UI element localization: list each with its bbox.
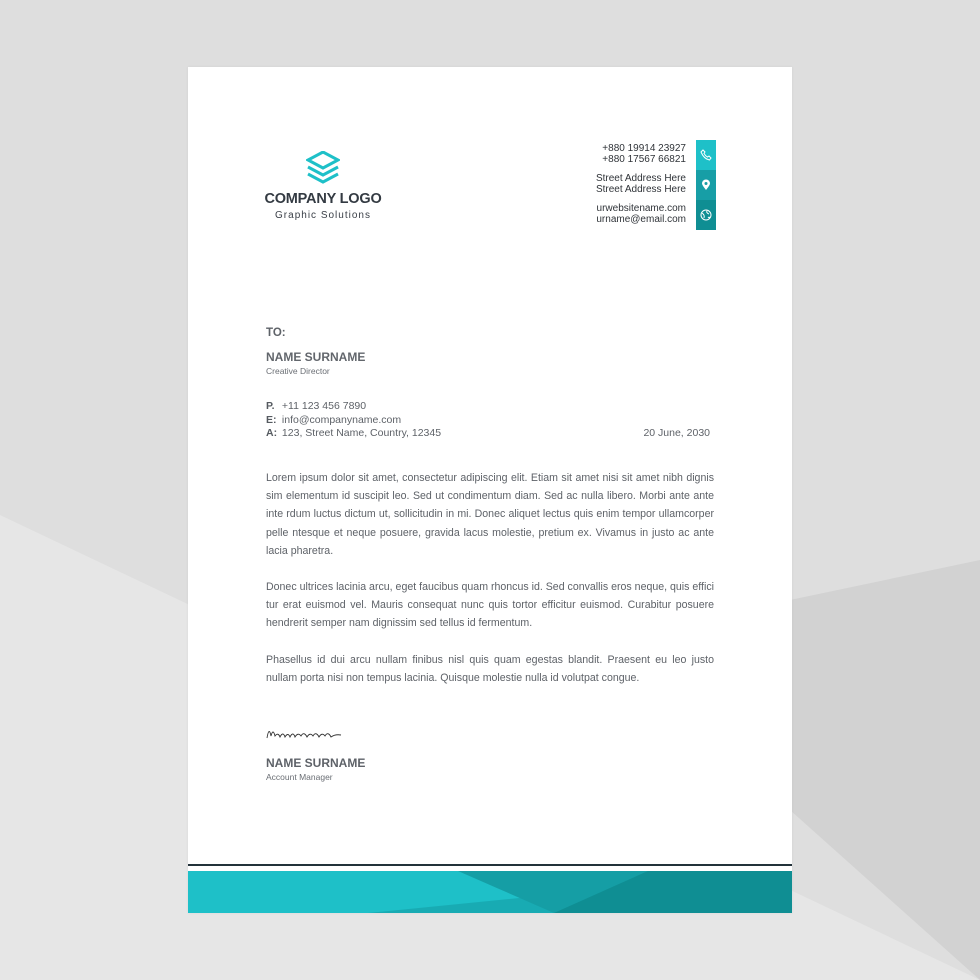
recipient-contact [266,400,441,441]
recipient-email: info@companyname.com [281,413,402,426]
handwritten-signature [265,722,345,744]
web-group [596,203,686,225]
sender-name: NAME SURNAME [266,756,366,770]
address-line-1: Street Address Here [595,173,686,184]
recipient-address-row [266,427,441,441]
phone-line-1: +880 19914 23927 [602,143,686,154]
email-label: E: [266,413,277,426]
company-logo [258,151,388,221]
company-name: COMPANY LOGO [264,191,382,207]
email: urname@email.com [596,214,686,225]
body-paragraph-2: Donec ultrices lacinia arcu, eget faucibus quam rhoncus id. Sed convallis eros neque, quis effici tur erat euismod vel. Mauris consequat nunc quis tortor efficitur euismod. Curabitur posuere hendrerit semper nam dignissim sed tellus id fermentum. [266,581,714,630]
address-label: A: [266,427,278,439]
recipient-email-row [266,414,441,428]
letterhead-page [188,67,792,913]
recipient-address: 123, Street Name, Country, 12345 [281,427,442,439]
body-paragraph-1: Lorem ipsum dolor sit amet, consectetur adipiscing elit. Etiam sit amet nisi sit amet nibh dignis sim elementum id suscipit leo. Sed ut condimentum diam. Sed ac nulla libero. Morbi ante ante inte rdum luctus dictum ut, sollicitudin in mi. Donec aliquet lectus quis enim tempor ullamcorper pelle ntesque et neque posuere, gravida lacus molestie, pretium ex. Vivamus in justo ac ante lacia pharetra. [266,472,714,557]
footer-band [188,871,792,913]
phone-group [596,143,686,165]
recipient-title: Creative Director [266,366,330,376]
contact-icon-bar [696,140,716,230]
sender-title: Account Manager [266,772,333,782]
globe-icon [696,200,716,230]
contact-info [596,143,686,233]
website: urwebsitename.com [596,203,686,214]
address-group [596,173,686,195]
recipient-name: NAME SURNAME [266,350,366,364]
to-label: TO: [266,327,286,339]
stacked-layers-icon [306,151,340,185]
location-pin-icon [696,170,716,200]
phone-line-2: +880 17567 66821 [602,154,686,165]
phone-label: P. [266,400,275,412]
company-tagline: Graphic Solutions [275,210,371,221]
footer-divider [188,864,792,866]
letter-date: 20 June, 2030 [643,427,710,439]
recipient-phone: +11 123 456 7890 [281,400,367,412]
recipient-phone-row [266,400,441,414]
address-line-2: Street Address Here [595,184,686,195]
phone-icon [696,140,716,170]
body-paragraph-3: Phasellus id dui arcu nullam finibus nisl quis quam egestas blandit. Praesent eu leo justo nullam porta nisi non tempus lacinia. Quisque molestie nulla id volutpat congue. [266,654,714,685]
